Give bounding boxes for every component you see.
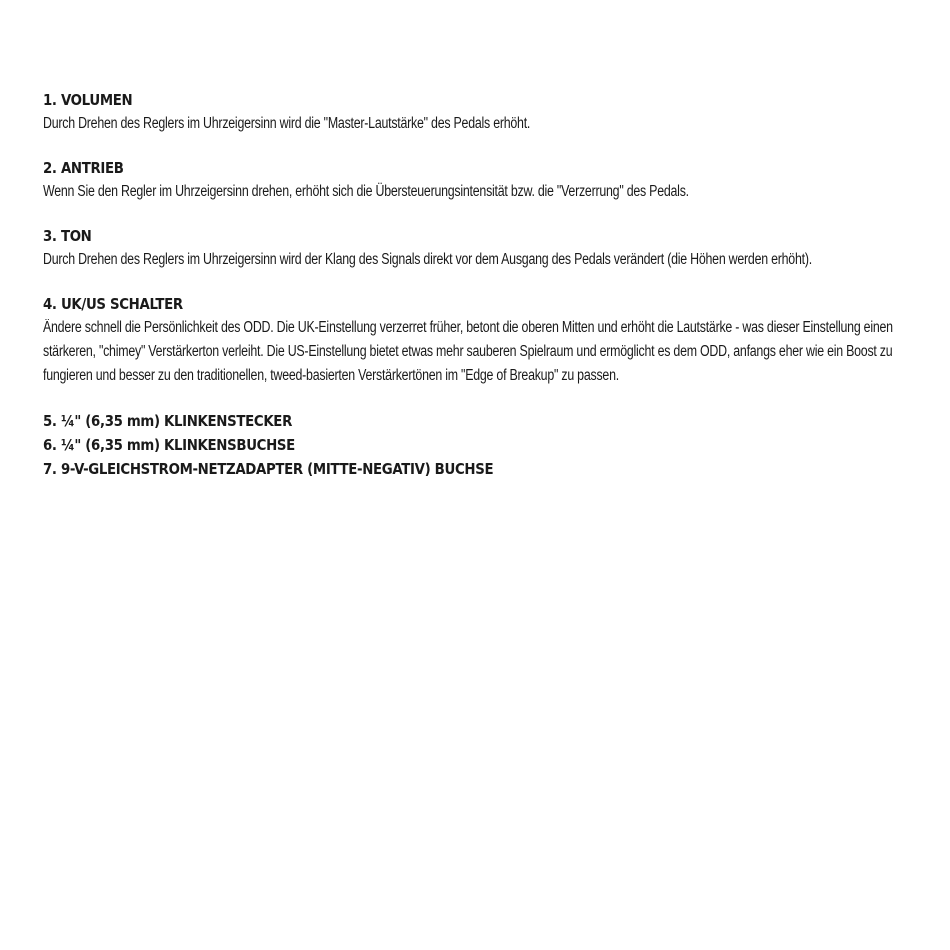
section-heading: 2. ANTRIEB xyxy=(43,159,124,177)
connector-output-jack: 6. ¼" (6,35 mm) KLINKENSBUCHSE xyxy=(43,436,295,454)
section-heading: 4. UK/US SCHALTER xyxy=(43,295,183,313)
section-volume xyxy=(43,89,923,136)
section-text: Wenn Sie den Regler im Uhrzeigersinn drehen, erhöht sich die Übersteuerungsintensität bzw. die "Verzerrung" des Pedals. xyxy=(43,183,689,200)
section-drive xyxy=(43,157,923,204)
section-text: Durch Drehen des Reglers im Uhrzeigersinn wird die "Master-Lautstärke" des Pedals erhöht. xyxy=(43,115,531,132)
section-tone xyxy=(43,225,923,272)
connector-list xyxy=(43,409,923,481)
manual-page xyxy=(43,89,923,502)
connector-power-jack: 7. 9-V-GLEICHSTROM-NETZADAPTER (MITTE-NEGATIV) BUCHSE xyxy=(43,460,494,478)
section-heading: 3. TON xyxy=(43,227,92,245)
section-text: Durch Drehen des Reglers im Uhrzeigersinn wird der Klang des Signals direkt vor dem Ausgang des Pedals verändert (die Höhen werden erhöht). xyxy=(43,251,812,268)
section-uk-us-switch xyxy=(43,293,923,388)
section-text: Ändere schnell die Persönlichkeit des ODD. Die UK-Einstellung verzerret früher, betont die oberen Mitten und erhöht die Lautstärke - was dieser Einstellung einen stärkeren, "chimey" Verstärkerton verleiht. Die US-Einstellung bietet etwas mehr sauberen Spielraum und ermöglicht es dem ODD, anfangs eher wie ein Boost zu fungieren und besser zu den traditionellen, tweed-basierten Verstärkertönen im "Edge of Breakup" zu passen. xyxy=(43,319,893,384)
section-heading: 1. VOLUMEN xyxy=(43,91,133,109)
connector-input-jack: 5. ¼" (6,35 mm) KLINKENSTECKER xyxy=(43,412,292,430)
